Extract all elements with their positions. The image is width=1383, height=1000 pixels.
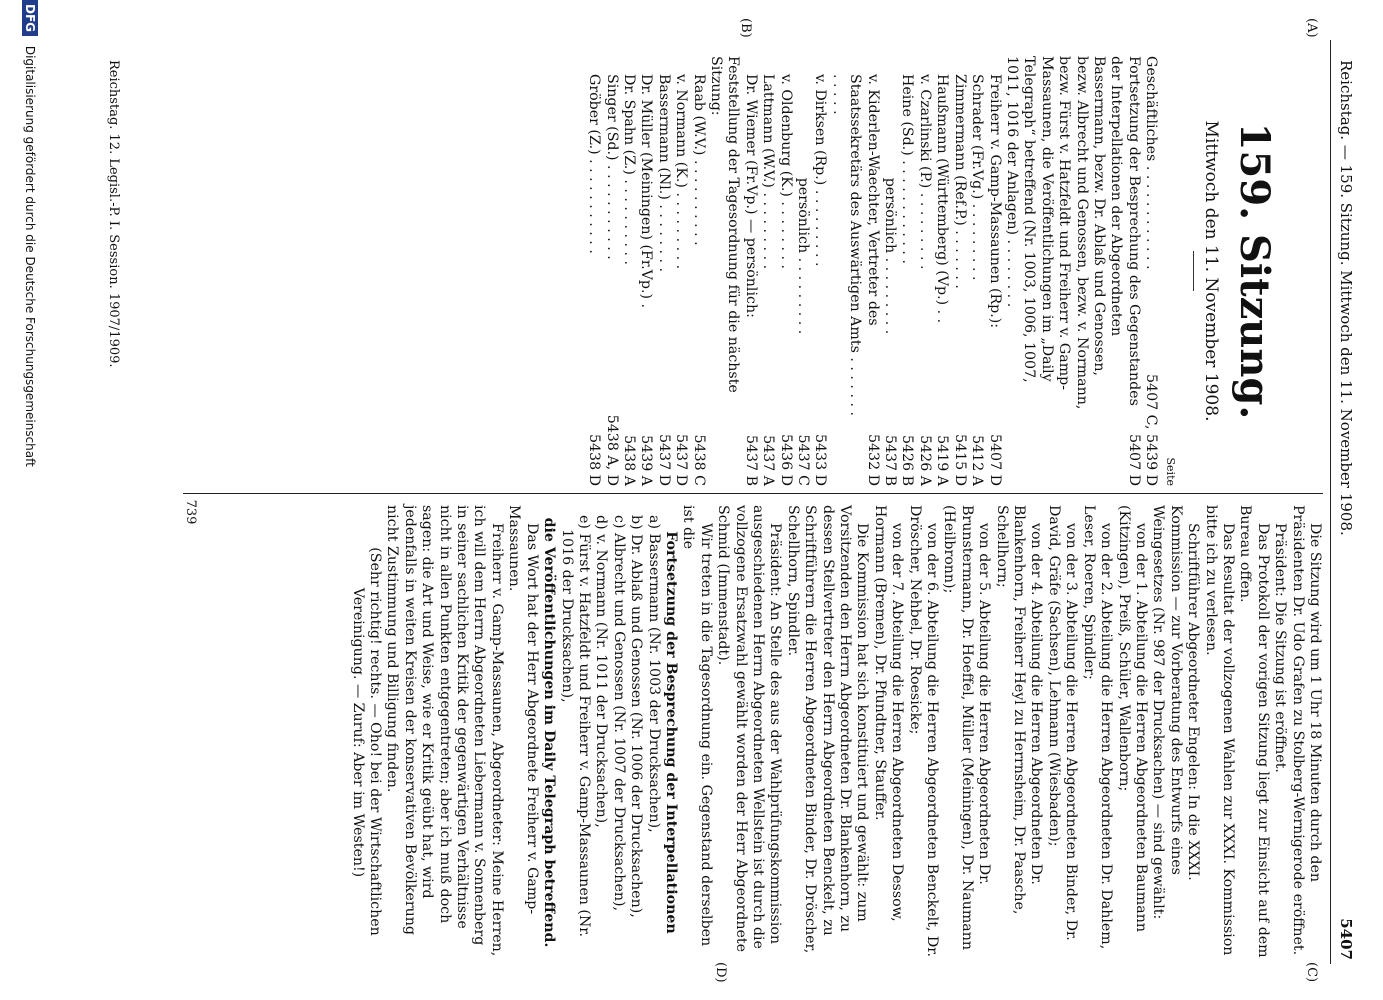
toc-entry-text: persönlich . . . . . . . . . (882, 177, 899, 335)
toc-entry-text: v. Normann (K.) . . . . . . . . . (673, 74, 690, 270)
proceedings-paragraph: Freiherr v. Gamp-Massaunen, Abgeordneter: Meine Herren, ich will dem Herrn Abgeordneten Liebermann v. Sonnenberg in seiner sachlichen Kritik der gegenwärtigen Verhältnisse nicht in allen Punkten entgegentreten; aber ich muß doch sagen: die Art und Weise, wie er Kritik geübt hat, wird jedenfalls in weiten Kreisen der konservativen Bevölkerung nicht Zustimmung und Billigung finden. (384, 505, 505, 957)
toc-entry (916, 56, 933, 486)
header-page-number: 5407 (1337, 918, 1355, 960)
toc-entry (811, 56, 828, 486)
proceedings-paragraph: Das Protokoll der vorigen Sitzung liegt zur Einsicht auf dem Bureau offen. (1237, 505, 1271, 958)
right-column (348, 505, 1323, 960)
proceedings-paragraph: e) Fürst v. Hatzfeldt und Freiherr v. Gamp-Massaunen (Nr. 1016 der Drucksachen), (558, 515, 592, 938)
proceedings-paragraph: Fortsetzung der Besprechung der Interpellationen (662, 531, 679, 934)
toc-entry (620, 56, 637, 486)
session-date: Mittwoch den 11. November 1908. (1201, 120, 1221, 422)
margin-mark-a: (A) (1304, 18, 1319, 38)
toc-entry-page: 5437 A (760, 435, 777, 486)
toc-entry (741, 56, 758, 486)
margin-mark-b: (B) (738, 18, 753, 38)
footer-page-number: 739 (183, 499, 198, 525)
toc-entry-page: 5412 A (969, 435, 986, 486)
proceedings-paragraph: Präsident: An Stelle des aus der Wahlprüfungskommission ausgeschiedenen Herrn Abgeordneten Wellstein ist durch die vollzogene Ersatzwahl gewählt worden der Herr Abgeordnete Schmid (Immenstadt). (715, 505, 784, 953)
toc-entry-text: Haußmann (Württemberg) (Vp.) . . (934, 74, 951, 324)
toc-entry (968, 56, 985, 486)
toc-entry (707, 56, 742, 486)
proceedings-paragraph: Die Sitzung wird um 1 Uhr 18 Minuten durch den Präsidenten Dr. Udo Grafen zu Stolberg-Wernigerode eröffnet. (1289, 505, 1323, 956)
toc-entry-page: 5437 B (742, 434, 759, 486)
toc-entry-page: 5433 D (812, 434, 829, 486)
proceedings-paragraph: von der 6. Abteilung die Herren Abgeordneten Benckelt, Dr. Dröscher, Nehbel, Dr. Roesicke; (906, 505, 941, 958)
session-title: 159. Sitzung. (1231, 122, 1278, 420)
toc-entry (933, 56, 950, 486)
toc-entry-page: 5426 B (899, 434, 916, 486)
toc-entry-page: 5419 A (934, 435, 951, 486)
toc-entry (654, 56, 671, 486)
toc-entry (689, 56, 706, 486)
toc-entry (1142, 56, 1159, 486)
left-column (585, 56, 1323, 486)
proceedings-text (348, 505, 1323, 960)
proceedings-paragraph: Wir treten in die Tagesordnung ein. Gegenstand derselben ist die (680, 505, 714, 947)
toc-entry-page: 5407 D (986, 434, 1003, 486)
toc-entry-page: 5437 B (882, 434, 899, 486)
dfg-logo: DFG (22, 0, 38, 36)
proceedings-paragraph: von der 4. Abteilung die Herren Abgeordneten Dr. Blankenhorn, Freiherr Heyl zu Herrnsheim, Dr. Paasche, Schellhorn; (993, 505, 1045, 915)
toc-entry-text: persönlich . . . . . . . . . (795, 177, 812, 335)
toc-entry-text: v. Dirksen (Rp.) . . . . . . . . . (812, 74, 829, 267)
toc-entry (950, 56, 967, 486)
toc-entry-page: 5438 C (690, 434, 707, 486)
digitization-text: Digitalisierung gefördert durch die Deutsche Forschungsgemeinschaft (23, 45, 37, 467)
proceedings-paragraph: von der 2. Abteilung die Herren Abgeordneten Dr. Dahlem, Leser, Roeren, Spindler; (1080, 505, 1115, 950)
toc-entry-text: Gröber (Z.) . . . . . . . . . . . (586, 74, 603, 254)
toc-entry (637, 56, 654, 486)
toc-entry (759, 56, 776, 486)
proceedings-paragraph: b) Dr. Ablaß und Genossen (Nr. 1006 der Drucksachen), (628, 515, 645, 918)
proceedings-paragraph: Das Resultat der vollzogenen Wahlen zur XXXI. Kommission bitte ich zu verlesen. (1202, 505, 1236, 956)
column-divider (183, 493, 1323, 494)
toc-entry-text: Heine (Sd.) . . . . . . . . . . . . (899, 74, 916, 264)
toc-entry-text: Freiherr v. Gamp-Massaunen (Rp.): (986, 74, 1003, 329)
proceedings-paragraph: Schriftführer Abgeordneter Engelen: In die XXXI. Kommission — zur Vorberatung des Entwurfs eines Weingesetzes (Nr. 987 der Drucksachen) — sind gewählt: (1150, 505, 1202, 920)
proceedings-paragraph: Präsident: Die Sitzung ist eröffnet. (1272, 523, 1289, 773)
digitization-notice (12, 0, 38, 1000)
header-rule (1330, 40, 1331, 964)
toc-entry (672, 56, 689, 486)
toc-entry-page: 5407 D (1125, 434, 1142, 486)
toc-entry-text: Bassermann (Nl.) . . . . . . . . (655, 74, 672, 273)
toc-entry (602, 56, 619, 486)
toc-entry (985, 56, 1002, 486)
toc-entry-page: 5438 A (621, 435, 637, 486)
toc-entry (898, 56, 915, 486)
toc-entry-text: v. Czarlinski (P.) . . . . . . . . . (916, 74, 933, 270)
toc-entry-page: 5438 D (586, 434, 603, 486)
toc-entry-page: 5437 D (673, 434, 690, 486)
toc-entry-text: Geschäftliches . . . . . . . . . . . . (1143, 56, 1160, 270)
proceedings-paragraph: von der 3. Abteilung die Herren Abgeordneten Binder, Dr. David, Gräfe (Sachsen), Lehmann (Wiesbaden); (1045, 505, 1080, 941)
toc-entry-page: 5436 D (777, 434, 794, 486)
toc-entry-page: 5426 A (916, 435, 933, 486)
margin-mark-d: (D) (713, 962, 728, 983)
title-rule (1193, 251, 1194, 291)
toc-entry-text: v. Oldenburg (K.) . . . . . . . . (777, 74, 794, 270)
toc-entry-text: Singer (Sd.) . . . . . . . . . . . (603, 74, 620, 260)
proceedings-paragraph: Die Kommission hat sich konstituiert und gewählt: zum Vorsitzenden den Herrn Abgeordneten Dr. Blankenhorn, zu dessen Stellvertreter den Herrn Abgeordneten Benckelt, zu Schriftführern die Herren Abgeordneten Binder, Dr. Dröscher, Schellhorn, Spindler. (784, 505, 871, 954)
proceedings-paragraph: von der 5. Abteilung die Herren Abgeordneten Dr. Brunstermann, Dr. Hoeffel, Müller (Meiningen), Dr. Naumann (Heilbronn); (941, 505, 993, 951)
proceedings-paragraph: von der 1. Abteilung die Herren Abgeordneten Baumann (Kitzingen), Preiß, Schüler, Wallenborn; (1115, 505, 1149, 932)
toc-entry-text: Feststellung der Tagesordnung für die nächste Sitzung: (708, 56, 742, 393)
toc-entry-text: Dr. Spahn (Z.) . . . . . . . . . . (621, 74, 637, 266)
toc-entry-page: 5439 A (638, 435, 655, 486)
toc-entry-text: Schrader (Fr.Vg.) . . . . . . . . . (969, 74, 986, 281)
proceedings-paragraph: von der 7. Abteilung die Herren Abgeordneten Dessow, Hormann (Bremen), Dr. Pfundtner, Stauffer. (871, 505, 906, 922)
toc-entry (1003, 56, 1142, 486)
toc-entry-text: Raab (W.V.) . . . . . . . . . . (690, 74, 707, 246)
toc-entry (585, 56, 602, 486)
toc-entry-text: v. Kiderlen-Waechter, Vertreter des Staatssekretärs des Auswärtigen Amts . . . . . . . . . . . . (829, 74, 881, 417)
proceedings-paragraph: Das Wort hat der Herr Abgeordnete Freiherr v. Gamp-Massaunen. (506, 505, 540, 915)
toc-page-label: Seite (1163, 457, 1177, 486)
toc-entry-page: 5407 C, 5439 D (1143, 374, 1160, 486)
toc-entry-text: Lattmann (W.V.) . . . . . . . . . (760, 74, 777, 270)
toc-entry-page: 5432 D (864, 434, 881, 486)
toc-entry (828, 56, 880, 486)
running-header (1331, 60, 1355, 960)
header-title: Reichstag. — 159. Sitzung. Mittwoch den 11. November 1908. (1337, 60, 1355, 536)
proceedings-paragraph: d) v. Normann (Nr. 1011 der Drucksachen), (593, 515, 610, 828)
toc-entry (794, 56, 811, 486)
footer-imprint-text: Reichstag. 12. Legisl.-P. I. Session. 1907/1909. (106, 60, 121, 368)
table-of-contents (585, 56, 1159, 486)
toc-entry-text: Zimmermann (Ref.P.) . . . . . . . (951, 74, 968, 289)
toc-entry-page: 5415 D (951, 434, 968, 486)
toc-entry-page: 5437 D (655, 434, 672, 486)
proceedings-paragraph: die Veröffentlichungen im Daily Telegraph betreffend. (541, 517, 558, 948)
toc-entry-text: Dr. Wiemer (Fr.Vp.) — persönlich: (742, 74, 759, 318)
toc-entry (881, 56, 898, 486)
proceedings-paragraph: (Sehr richtig! rechts. — Oho! bei der Wirtschaftlichen Vereinigung. — Zuruf: Aber im Westen!) (349, 547, 384, 936)
toc-entry-text: Dr. Müller (Meiningen) (Fr.Vp.) . (638, 74, 655, 309)
proceedings-paragraph: a) Bassermann (Nr. 1003 der Drucksachen), (645, 515, 662, 833)
toc-entry-page: 5437 C (795, 434, 812, 486)
margin-mark-c: (C) (1304, 962, 1319, 983)
toc-entry-page: 5438 A, D (603, 414, 620, 486)
toc-entry-text: Fortsetzung der Besprechung des Gegenstandes der Interpellationen der Abgeordneten Bassermann, bezw. Dr. Ablaß und Genossen, bezw. Albrecht und Genossen, bezw. v. Normann, bezw. Fürst v. Hatzfeldt und Freiherr v. Gamp-Massaunen, die Veröffentlichungen im „Daily Telegraph“ betreffend (Nr. 1003, 1006, 1007, 1011, 1016 der Anlagen) . . . . . . . . (1003, 56, 1142, 410)
footer-imprint (106, 60, 121, 388)
proceedings-paragraph: c) Albrecht und Genossen (Nr. 1007 der Drucksachen), (610, 515, 627, 912)
toc-entry (776, 56, 793, 486)
